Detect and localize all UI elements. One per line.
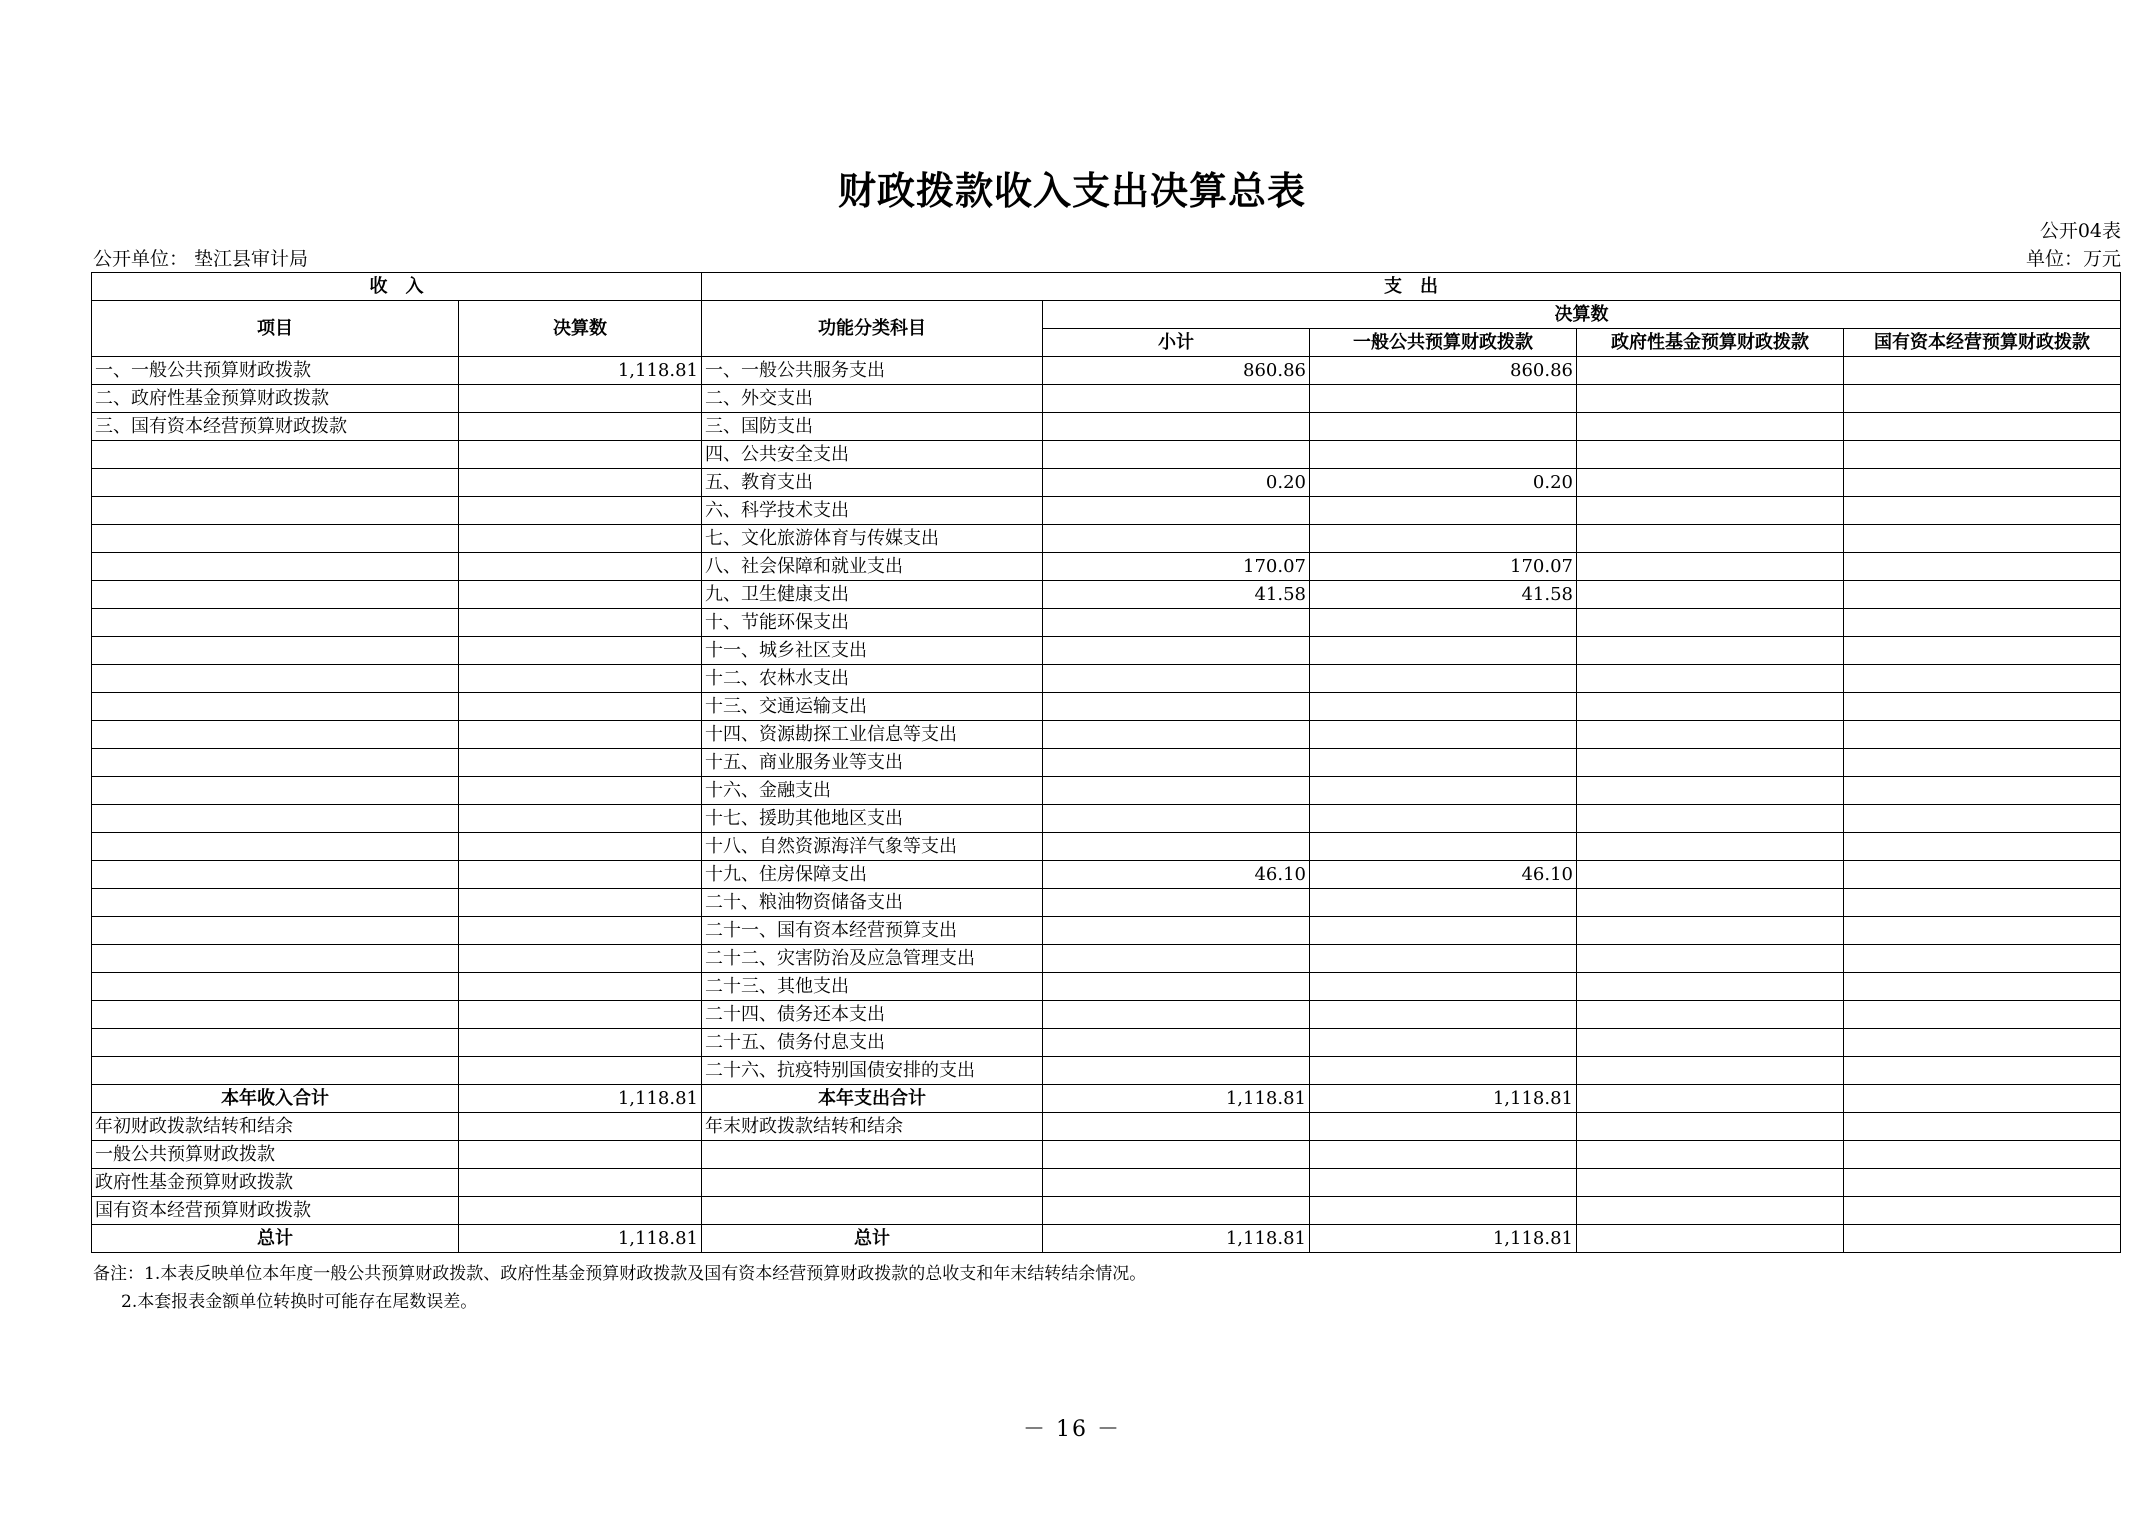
cell-inc-val — [459, 1169, 702, 1197]
cell-fund — [1577, 1225, 1844, 1253]
cell-exp-item: 七、文化旅游体育与传媒支出 — [702, 525, 1043, 553]
cell-inc-item: 年初财政拨款结转和结余 — [92, 1113, 459, 1141]
form-number: 公开04表 — [2039, 220, 2121, 242]
cell-inc-val — [459, 413, 702, 441]
cell-soe — [1844, 805, 2121, 833]
cell-inc-item — [92, 441, 459, 469]
cell-subtotal: 0.20 — [1043, 469, 1310, 497]
cell-soe — [1844, 665, 2121, 693]
cell-fund — [1577, 385, 1844, 413]
cell-soe — [1844, 581, 2121, 609]
table-row — [92, 833, 2121, 861]
cell-soe — [1844, 917, 2121, 945]
cell-inc-item: 政府性基金预算财政拨款 — [92, 1169, 459, 1197]
cell-subtotal — [1043, 665, 1310, 693]
table-row — [92, 637, 2121, 665]
cell-fund — [1577, 553, 1844, 581]
cell-exp-item: 十八、自然资源海洋气象等支出 — [702, 833, 1043, 861]
cell-soe — [1844, 413, 2121, 441]
cell-exp-item: 十四、资源勘探工业信息等支出 — [702, 721, 1043, 749]
cell-fund — [1577, 1197, 1844, 1225]
cell-soe — [1844, 609, 2121, 637]
cell-fund — [1577, 469, 1844, 497]
cell-inc-val — [459, 441, 702, 469]
cell-fund — [1577, 357, 1844, 385]
carry-row — [92, 1113, 2121, 1141]
cell-general — [1310, 833, 1577, 861]
cell-inc-val — [459, 889, 702, 917]
table-row — [92, 525, 2121, 553]
table-row — [92, 749, 2121, 777]
cell-fund — [1577, 833, 1844, 861]
cell-inc-val — [459, 469, 702, 497]
cell-inc-val: 1,118.81 — [459, 1085, 702, 1113]
cell-inc-item: 本年收入合计 — [92, 1085, 459, 1113]
cell-exp-item: 十、节能环保支出 — [702, 609, 1043, 637]
cell-subtotal: 860.86 — [1043, 357, 1310, 385]
cell-general — [1310, 917, 1577, 945]
table-row — [92, 553, 2121, 581]
cell-soe — [1844, 833, 2121, 861]
cell-subtotal: 1,118.81 — [1043, 1225, 1310, 1253]
cell-soe — [1844, 469, 2121, 497]
cell-inc-item: 二、政府性基金预算财政拨款 — [92, 385, 459, 413]
cell-exp-item: 五、教育支出 — [702, 469, 1043, 497]
currency-unit: 单位：万元 — [2025, 248, 2121, 270]
cell-soe — [1844, 1029, 2121, 1057]
cell-general: 1,118.81 — [1310, 1085, 1577, 1113]
cell-subtotal — [1043, 385, 1310, 413]
cell-general: 170.07 — [1310, 553, 1577, 581]
cell-general — [1310, 1197, 1577, 1225]
cell-subtotal — [1043, 1029, 1310, 1057]
cell-general — [1310, 385, 1577, 413]
year-total-row — [92, 1085, 2121, 1113]
func-subject-header: 功能分类科目 — [702, 301, 1043, 357]
cell-general — [1310, 693, 1577, 721]
table-row — [92, 1029, 2121, 1057]
table-body — [92, 357, 2121, 1253]
cell-fund — [1577, 665, 1844, 693]
cell-exp-item: 八、社会保障和就业支出 — [702, 553, 1043, 581]
cell-general — [1310, 721, 1577, 749]
cell-inc-item — [92, 609, 459, 637]
cell-soe — [1844, 1169, 2121, 1197]
table-row — [92, 889, 2121, 917]
table-row — [92, 1001, 2121, 1029]
table-row — [92, 721, 2121, 749]
cell-soe — [1844, 889, 2121, 917]
cell-inc-val — [459, 693, 702, 721]
cell-general: 1,118.81 — [1310, 1225, 1577, 1253]
cell-general — [1310, 1029, 1577, 1057]
cell-inc-item — [92, 469, 459, 497]
cell-soe — [1844, 441, 2121, 469]
cell-subtotal — [1043, 973, 1310, 1001]
cell-soe — [1844, 1113, 2121, 1141]
cell-inc-item — [92, 749, 459, 777]
cell-inc-val — [459, 1141, 702, 1169]
cell-inc-val — [459, 385, 702, 413]
cell-fund — [1577, 1169, 1844, 1197]
cell-exp-item: 二十二、灾害防治及应急管理支出 — [702, 945, 1043, 973]
cell-general — [1310, 945, 1577, 973]
cell-exp-item — [702, 1169, 1043, 1197]
cell-inc-val — [459, 721, 702, 749]
cell-exp-item: 九、卫生健康支出 — [702, 581, 1043, 609]
cell-general — [1310, 805, 1577, 833]
cell-fund — [1577, 917, 1844, 945]
cell-subtotal — [1043, 917, 1310, 945]
cell-soe — [1844, 749, 2121, 777]
cell-subtotal — [1043, 413, 1310, 441]
cell-general — [1310, 889, 1577, 917]
cell-subtotal — [1043, 609, 1310, 637]
cell-inc-item — [92, 581, 459, 609]
note-1: 备注：1.本表反映单位本年度一般公共预算财政拨款、政府性基金预算财政拨款及国有资本经营预算财政拨款的总收支和年末结转结余情况。 — [93, 1264, 1147, 1284]
cell-inc-item — [92, 917, 459, 945]
cell-exp-item: 二、外交支出 — [702, 385, 1043, 413]
cell-inc-item: 一般公共预算财政拨款 — [92, 1141, 459, 1169]
cell-exp-item: 年末财政拨款结转和结余 — [702, 1113, 1043, 1141]
cell-fund — [1577, 973, 1844, 1001]
cell-exp-item: 四、公共安全支出 — [702, 441, 1043, 469]
cell-subtotal: 1,118.81 — [1043, 1085, 1310, 1113]
table-row — [92, 973, 2121, 1001]
cell-inc-val: 1,118.81 — [459, 1225, 702, 1253]
cell-fund — [1577, 1085, 1844, 1113]
cell-exp-item: 十二、农林水支出 — [702, 665, 1043, 693]
cell-general — [1310, 1057, 1577, 1085]
cell-inc-val — [459, 973, 702, 1001]
note-2: 2.本套报表金额单位转换时可能存在尾数误差。 — [121, 1292, 478, 1312]
cell-inc-item — [92, 721, 459, 749]
cell-exp-item: 十九、住房保障支出 — [702, 861, 1043, 889]
cell-inc-val — [459, 637, 702, 665]
cell-general: 41.58 — [1310, 581, 1577, 609]
cell-fund — [1577, 721, 1844, 749]
cell-inc-item — [92, 889, 459, 917]
cell-general: 0.20 — [1310, 469, 1577, 497]
cell-soe — [1844, 1197, 2121, 1225]
cell-soe — [1844, 721, 2121, 749]
settled-header: 决算数 — [459, 301, 702, 357]
cell-inc-val — [459, 525, 702, 553]
cell-inc-item — [92, 1057, 459, 1085]
cell-fund — [1577, 1057, 1844, 1085]
cell-inc-val — [459, 665, 702, 693]
table-row — [92, 1057, 2121, 1085]
cell-soe — [1844, 945, 2121, 973]
cell-exp-item: 二十四、债务还本支出 — [702, 1001, 1043, 1029]
cell-inc-item: 三、国有资本经营预算财政拨款 — [92, 413, 459, 441]
budget-table — [91, 272, 2121, 1253]
cell-exp-item: 十一、城乡社区支出 — [702, 637, 1043, 665]
cell-inc-item — [92, 665, 459, 693]
cell-inc-item — [92, 693, 459, 721]
cell-inc-val — [459, 805, 702, 833]
cell-subtotal — [1043, 1169, 1310, 1197]
cell-exp-item: 十七、援助其他地区支出 — [702, 805, 1043, 833]
cell-subtotal — [1043, 805, 1310, 833]
table-row — [92, 805, 2121, 833]
cell-general — [1310, 497, 1577, 525]
table-row — [92, 441, 2121, 469]
gov-fund-header: 政府性基金预算财政拨款 — [1577, 329, 1844, 357]
cell-general — [1310, 637, 1577, 665]
cell-subtotal — [1043, 1197, 1310, 1225]
subtotal-header: 小计 — [1043, 329, 1310, 357]
cell-general — [1310, 665, 1577, 693]
cell-subtotal — [1043, 525, 1310, 553]
cell-general — [1310, 1141, 1577, 1169]
income-header: 收 入 — [92, 273, 702, 301]
cell-inc-val — [459, 497, 702, 525]
table-row — [92, 497, 2121, 525]
cell-soe — [1844, 777, 2121, 805]
page-title: 财政拨款收入支出决算总表 — [837, 169, 1306, 213]
cell-subtotal — [1043, 945, 1310, 973]
cell-general — [1310, 777, 1577, 805]
cell-fund — [1577, 497, 1844, 525]
table-row — [92, 693, 2121, 721]
cell-subtotal — [1043, 497, 1310, 525]
cell-soe — [1844, 637, 2121, 665]
cell-general — [1310, 525, 1577, 553]
table-row — [92, 581, 2121, 609]
cell-inc-item — [92, 777, 459, 805]
table-row — [92, 917, 2121, 945]
cell-soe — [1844, 553, 2121, 581]
item-header: 项目 — [92, 301, 459, 357]
cell-fund — [1577, 581, 1844, 609]
cell-inc-item — [92, 833, 459, 861]
cell-subtotal: 41.58 — [1043, 581, 1310, 609]
cell-soe — [1844, 1141, 2121, 1169]
cell-exp-item: 六、科学技术支出 — [702, 497, 1043, 525]
cell-exp-item: 二十三、其他支出 — [702, 973, 1043, 1001]
cell-soe — [1844, 525, 2121, 553]
cell-inc-val — [459, 1113, 702, 1141]
soe-budget-header: 国有资本经营预算财政拨款 — [1844, 329, 2121, 357]
table-row — [92, 861, 2121, 889]
cell-inc-item: 一、一般公共预算财政拨款 — [92, 357, 459, 385]
cell-subtotal — [1043, 1001, 1310, 1029]
cell-exp-item: 十三、交通运输支出 — [702, 693, 1043, 721]
cell-soe — [1844, 973, 2121, 1001]
cell-fund — [1577, 1029, 1844, 1057]
cell-subtotal — [1043, 1057, 1310, 1085]
cell-fund — [1577, 525, 1844, 553]
table-header — [92, 273, 2121, 357]
cell-soe — [1844, 1057, 2121, 1085]
cell-soe — [1844, 1001, 2121, 1029]
cell-general — [1310, 1113, 1577, 1141]
cell-inc-val — [459, 861, 702, 889]
table-row — [92, 469, 2121, 497]
cell-inc-val — [459, 1001, 702, 1029]
cell-soe — [1844, 357, 2121, 385]
cell-inc-item — [92, 973, 459, 1001]
notes — [93, 1260, 1146, 1316]
cell-inc-item — [92, 805, 459, 833]
cell-fund — [1577, 889, 1844, 917]
cell-subtotal: 170.07 — [1043, 553, 1310, 581]
cell-fund — [1577, 637, 1844, 665]
table-row — [92, 665, 2121, 693]
table-row — [92, 945, 2121, 973]
cell-subtotal — [1043, 721, 1310, 749]
cell-subtotal — [1043, 833, 1310, 861]
cell-subtotal — [1043, 693, 1310, 721]
table-row — [92, 777, 2121, 805]
cell-exp-item: 三、国防支出 — [702, 413, 1043, 441]
cell-subtotal — [1043, 777, 1310, 805]
cell-subtotal — [1043, 1113, 1310, 1141]
cell-subtotal — [1043, 1141, 1310, 1169]
cell-general: 46.10 — [1310, 861, 1577, 889]
cell-fund — [1577, 441, 1844, 469]
cell-subtotal — [1043, 889, 1310, 917]
cell-inc-val — [459, 581, 702, 609]
cell-soe — [1844, 1225, 2121, 1253]
cell-fund — [1577, 693, 1844, 721]
cell-exp-item — [702, 1197, 1043, 1225]
cell-fund — [1577, 609, 1844, 637]
table-row — [92, 413, 2121, 441]
reporting-unit: 公开单位： 垫江县审计局 — [93, 248, 309, 270]
cell-inc-val — [459, 609, 702, 637]
cell-general — [1310, 749, 1577, 777]
carry-row — [92, 1169, 2121, 1197]
carry-row — [92, 1141, 2121, 1169]
cell-inc-item — [92, 497, 459, 525]
cell-general — [1310, 1169, 1577, 1197]
cell-inc-val — [459, 1197, 702, 1225]
cell-soe — [1844, 1085, 2121, 1113]
cell-soe — [1844, 861, 2121, 889]
cell-inc-val — [459, 749, 702, 777]
cell-general — [1310, 1001, 1577, 1029]
cell-inc-item — [92, 553, 459, 581]
cell-inc-item: 国有资本经营预算财政拨款 — [92, 1197, 459, 1225]
cell-subtotal — [1043, 637, 1310, 665]
cell-soe — [1844, 497, 2121, 525]
cell-exp-item: 二十五、债务付息支出 — [702, 1029, 1043, 1057]
cell-inc-val — [459, 833, 702, 861]
cell-inc-val — [459, 917, 702, 945]
cell-soe — [1844, 385, 2121, 413]
page-number: － 16 － — [1023, 1417, 1121, 1442]
cell-fund — [1577, 805, 1844, 833]
cell-inc-item — [92, 525, 459, 553]
cell-inc-val — [459, 1029, 702, 1057]
cell-exp-item: 二十一、国有资本经营预算支出 — [702, 917, 1043, 945]
cell-fund — [1577, 1113, 1844, 1141]
cell-inc-item: 总计 — [92, 1225, 459, 1253]
cell-subtotal — [1043, 749, 1310, 777]
cell-general: 860.86 — [1310, 357, 1577, 385]
cell-exp-item: 十五、商业服务业等支出 — [702, 749, 1043, 777]
table-row — [92, 609, 2121, 637]
cell-general — [1310, 441, 1577, 469]
cell-inc-val — [459, 1057, 702, 1085]
cell-inc-item — [92, 945, 459, 973]
table-row — [92, 357, 2121, 385]
cell-general — [1310, 413, 1577, 441]
cell-subtotal: 46.10 — [1043, 861, 1310, 889]
cell-general — [1310, 609, 1577, 637]
cell-exp-item: 本年支出合计 — [702, 1085, 1043, 1113]
cell-inc-item — [92, 1029, 459, 1057]
cell-exp-item: 一、一般公共服务支出 — [702, 357, 1043, 385]
expense-header: 支 出 — [702, 273, 2121, 301]
cell-exp-item: 二十六、抗疫特别国债安排的支出 — [702, 1057, 1043, 1085]
cell-inc-item — [92, 861, 459, 889]
cell-fund — [1577, 945, 1844, 973]
general-budget-header: 一般公共预算财政拨款 — [1310, 329, 1577, 357]
cell-exp-item: 十六、金融支出 — [702, 777, 1043, 805]
cell-exp-item: 二十、粮油物资储备支出 — [702, 889, 1043, 917]
cell-inc-val — [459, 777, 702, 805]
cell-exp-item: 总计 — [702, 1225, 1043, 1253]
table-row — [92, 385, 2121, 413]
cell-subtotal — [1043, 441, 1310, 469]
settled-group-header: 决算数 — [1043, 301, 2121, 329]
cell-exp-item — [702, 1141, 1043, 1169]
cell-soe — [1844, 693, 2121, 721]
cell-fund — [1577, 777, 1844, 805]
cell-general — [1310, 973, 1577, 1001]
cell-fund — [1577, 1141, 1844, 1169]
cell-inc-val — [459, 553, 702, 581]
cell-inc-val: 1,118.81 — [459, 357, 702, 385]
cell-inc-val — [459, 945, 702, 973]
cell-fund — [1577, 861, 1844, 889]
cell-inc-item — [92, 637, 459, 665]
cell-fund — [1577, 413, 1844, 441]
cell-fund — [1577, 1001, 1844, 1029]
cell-inc-item — [92, 1001, 459, 1029]
cell-fund — [1577, 749, 1844, 777]
carry-row — [92, 1197, 2121, 1225]
grand-total-row — [92, 1225, 2121, 1253]
